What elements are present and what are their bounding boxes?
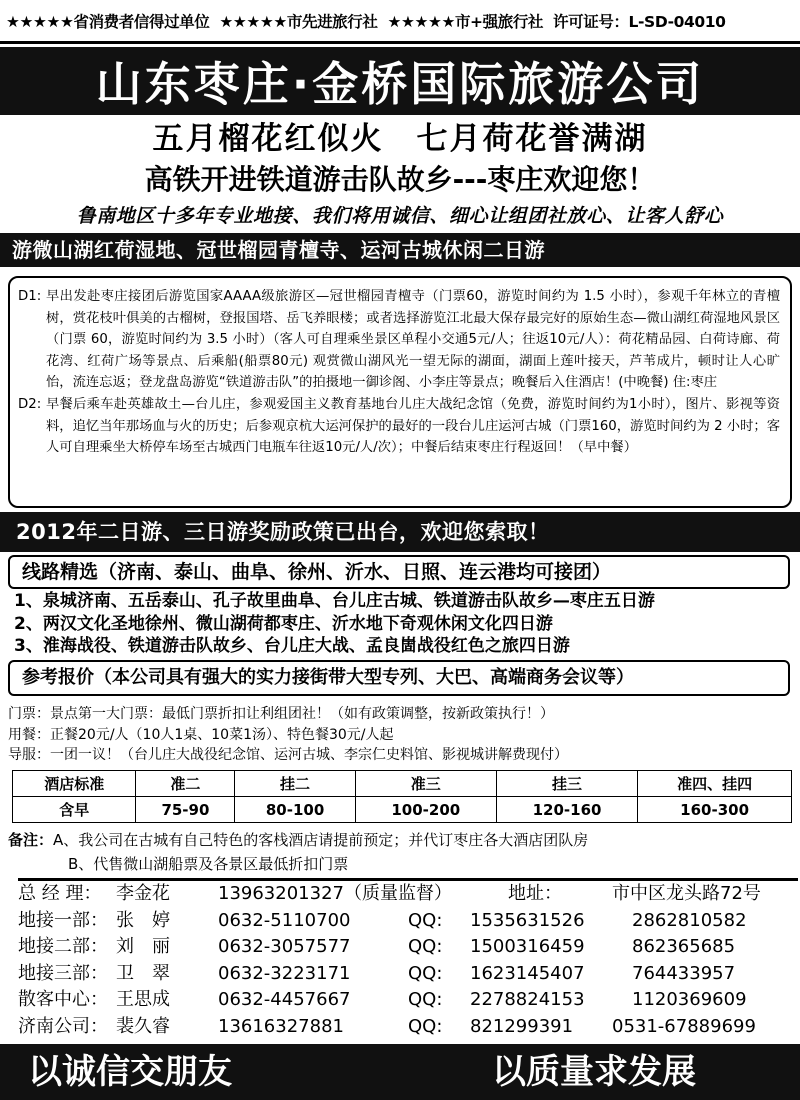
day-description: 早餐后乘车赴英雄故土—台儿庄，参观爱国主义教育基地台儿庄大战纪念馆（免费，游览时间约为1小时），图片、影视等资料，追忆当年那场血与火的历史；后参观京杭大运河保护的最好的一段台儿庄运河古城（门票160，游览时间约为 2 小时；客人可自理乘坐大桥停车场至古城西门电瓶车往返10元/人/次）；中餐后结束枣庄行程返回！（早中餐） [46,396,780,456]
pricing-info [8,704,798,766]
contact-row [18,987,798,1014]
contact-role: 济南公司： [18,1015,108,1037]
table-header-cell: 准二 [136,771,235,797]
pricing-guide: 导服：一团一议！（台儿庄大战役纪念馆、运河古城、李宗仁史料馆、影视城讲解费现付） [8,747,568,763]
itinerary-box [8,276,792,508]
contact-qq-label: QQ: [408,962,443,984]
contact-qq-2: 862365685 [632,936,736,957]
day-description: 早出发赴枣庄接团后游览国家AAAA级旅游区—冠世榴园青檀寺（门票60，游览时间约为 1.5 小时），参观千年林立的青檀树，赏花枝叶俱美的古榴树，登报国塔、岳飞养眼楼；或者选择游览江北最大保存最完好的原始生态—微山湖红荷湿地风景区（门票 60，游览时间约为 3.5 小时）（客人可自理乘坐景区单程小交通5元/人；往返10元/人）：荷花精品园、白荷诗廊、荷花湾、红荷广场等景点、后乘船(船票80元) 观赏微山湖风光一望无际的湖面，湖面上莲叶接天，芦苇成片，顿时让人心旷怡，流连忘返；登龙盘岛游览“铁道游击队”的拍摄地一御诊阁、小李庄等景点；晚餐后入住酒店！(中晚餐) 住:枣庄 [46,289,780,391]
table-cell: 160-300 [638,797,792,823]
contact-qq: 1535631526 [470,909,585,931]
routes-header: 线路精选（济南、泰山、曲阜、徐州、沂水、日照、连云港均可接团） [8,555,790,589]
hotel-price-table [12,770,792,823]
table-header-cell: 酒店标准 [13,771,136,797]
contact-row [18,961,798,988]
contact-name: 卫 翠 [116,962,170,984]
contact-qq: 1623145407 [470,962,585,984]
table-header-cell: 挂三 [496,771,637,797]
contact-qq: 2278824153 [470,989,585,1010]
contact-role: 散客中心： [18,989,108,1010]
contact-name: 王思成 [116,989,170,1010]
contact-phone: 0632-3057577 [218,936,351,957]
contact-name: 裴久睿 [116,1015,170,1037]
contact-qq-2: 1120369609 [632,989,747,1010]
contact-phone: 0632-5110700 [218,909,351,931]
contact-role: 地接一部： [18,909,108,931]
table-header-cell: 挂二 [235,771,355,797]
contact-role: 地接三部： [18,962,108,984]
note-b: B、代售微山湖船票及各景区最低折扣门票 [68,855,349,873]
contact-role: 地接二部： [18,936,108,957]
notes-section [8,828,798,876]
pricing-meals: 用餐：正餐20元/人（10人1桌、10菜1汤）、特色餐30元/人起 [8,726,394,743]
itinerary-day-1 [18,286,780,394]
contact-phone: 0632-3223171 [218,962,351,984]
contacts-section [18,878,798,1040]
contact-row [18,934,798,961]
table-header-row [13,771,792,797]
table-cell: 含早 [13,797,136,823]
contact-qq-label: QQ: [408,936,443,957]
notes-label: 备注： [8,831,54,849]
badge-city-advanced: ★★★★★市先进旅行社 [219,12,378,31]
contact-name: 张 婷 [116,909,170,931]
footer-slogan-right: 以质量求发展 [492,1052,696,1092]
routes-list [14,590,794,658]
policy-banner: 2012年二日游、三日游奖励政策已出台，欢迎您索取！ [0,512,800,552]
contact-name: 李金花 [116,883,170,904]
contact-qq-label: QQ: [408,1015,443,1037]
contact-qq: 1500316459 [470,936,585,957]
badge-provincial: ★★★★★省消费者信得过单位 [6,12,210,31]
contact-phone-2: 0531-67889699 [612,1015,756,1037]
pricing-header: 参考报价（本公司具有强大的实力接街带大型专列、大巴、高端商务会议等） [8,660,790,696]
pricing-tickets: 门票：景点第一大门票：最低门票折扣让利组团社！（如有政策调整，按新政策执行！） [8,706,554,722]
table-row [13,797,792,823]
contact-qq: 821299391 [470,1015,574,1037]
company-name-banner: 山东枣庄·金桥国际旅游公司 [0,47,800,115]
contact-address-label: 地址： [508,883,562,904]
contact-phone: 13616327881 [218,1015,344,1037]
contact-role: 总 经 理： [18,883,102,904]
badge-city-top10: ★★★★★市+强旅行社 [387,12,544,31]
credentials-bar [0,0,800,44]
slogan-welcome: 高铁开进铁道游击队故乡---枣庄欢迎您！ [144,163,656,196]
table-cell: 100-200 [355,797,496,823]
note-a: A、我公司在古城有自己特色的客栈酒店请提前预定；并代订枣庄各大酒店团队房 [53,831,589,849]
license-number: 许可证号：L-SD-04010 [553,12,726,31]
contact-qq-label: QQ: [408,909,443,931]
route-item: 2、两汉文化圣地徐州、微山湖荷都枣庄、沂水地下奇观休闲文化四日游 [14,613,553,634]
contact-phone: 13963201327（质量监督） [218,883,452,904]
itinerary-day-2 [18,394,780,459]
contact-qq-label: QQ: [408,989,443,1010]
day-label: D2: [18,396,42,412]
contact-address: 市中区龙头路72号 [612,883,761,904]
contact-phone: 0632-4457667 [218,989,351,1010]
route-item: 1、泉城济南、五岳泰山、孔子故里曲阜、台儿庄古城、铁道游击队故乡—枣庄五日游 [14,591,655,611]
table-cell: 80-100 [235,797,355,823]
footer-slogan-left: 以诚信交朋友 [28,1052,232,1092]
route-item: 3、淮海战役、铁道游击队故乡、台儿庄大战、孟良崮战役红色之旅四日游 [14,636,570,656]
contact-row [18,881,798,908]
table-cell: 120-160 [496,797,637,823]
slogan-service: 鲁南地区十多年专业地接、我们将用诚信、细心让组团社放心、让客人舒心 [76,205,724,227]
table-header-cell: 准三 [355,771,496,797]
contact-name: 刘 丽 [116,936,170,957]
slogan-flowers: 五月榴花红似火 七月荷花誉满湖 [152,121,648,157]
contact-row [18,908,798,935]
contact-qq-2: 2862810582 [632,909,747,931]
route-title-bar: 游微山湖红荷湿地、冠世榴园青檀寺、运河古城休闲二日游 [0,233,800,267]
contact-row [18,1014,798,1041]
contact-qq-2: 764433957 [632,962,736,984]
day-label: D1: [18,289,42,304]
table-cell: 75-90 [136,797,235,823]
table-header-cell: 准四、挂四 [638,771,792,797]
footer-banner [0,1044,800,1100]
